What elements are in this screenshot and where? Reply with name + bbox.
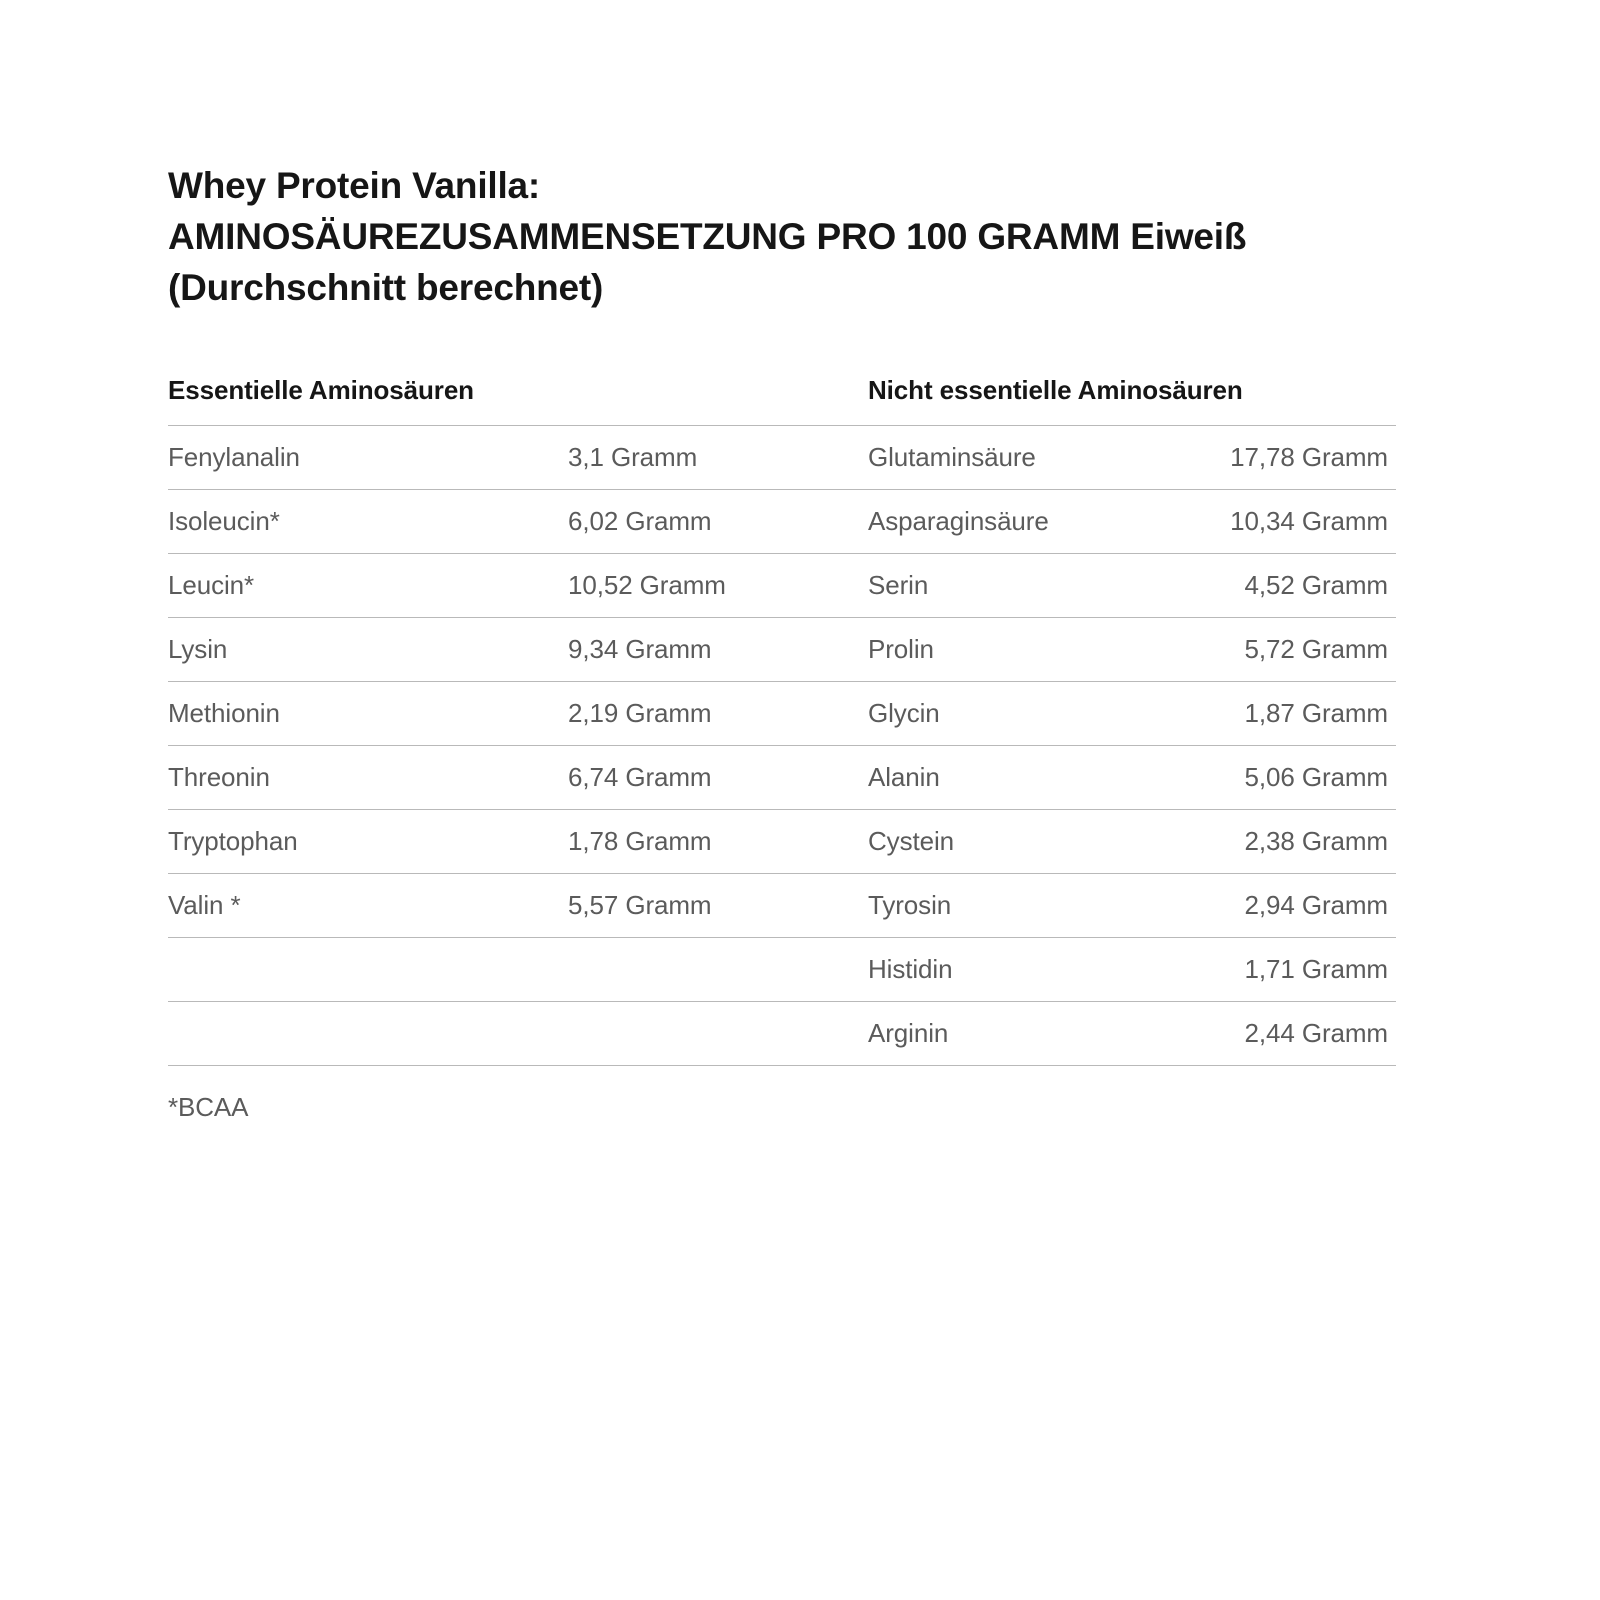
table-row [168,746,868,810]
table-row [868,618,1396,682]
amino-value: 17,78 Gramm [1168,426,1396,490]
table-row [868,426,1396,490]
amino-name: Valin * [168,874,568,938]
amino-value: 1,78 Gramm [568,810,868,874]
amino-value: 6,74 Gramm [568,746,868,810]
amino-name: Glutaminsäure [868,426,1168,490]
amino-value: 2,44 Gramm [1168,1002,1396,1066]
amino-name: Lysin [168,618,568,682]
amino-value: 1,71 Gramm [1168,938,1396,1002]
amino-name: Histidin [868,938,1168,1002]
amino-value: 9,34 Gramm [568,618,868,682]
amino-name: Alanin [868,746,1168,810]
page-title [168,160,1430,313]
table-row [868,938,1396,1002]
amino-value: 4,52 Gramm [1168,554,1396,618]
essential-amino-acids-column [168,375,868,1066]
amino-name: Isoleucin* [168,490,568,554]
amino-name: Glycin [868,682,1168,746]
table-row [868,810,1396,874]
essential-column-heading: Essentielle Aminosäuren [168,375,474,406]
amino-value: 10,34 Gramm [1168,490,1396,554]
page-title-line-3: (Durchschnitt berechnet) [168,267,604,309]
amino-value: 2,19 Gramm [568,682,868,746]
non-essential-amino-acids-column [868,375,1388,1066]
table-row [168,618,868,682]
amino-name: Cystein [868,810,1168,874]
amino-value: 10,52 Gramm [568,554,868,618]
table-row-empty [168,1002,868,1066]
table-row [868,874,1396,938]
table-row-empty [168,938,868,1002]
amino-value: 5,06 Gramm [1168,746,1396,810]
amino-name: Prolin [868,618,1168,682]
page-title-line-2: AMINOSÄUREZUSAMMENSETZUNG PRO 100 GRAMM Eiweiß [168,216,1247,258]
amino-name: Threonin [168,746,568,810]
table-row [868,490,1396,554]
amino-value: 2,94 Gramm [1168,874,1396,938]
table-row [868,746,1396,810]
table-row [868,554,1396,618]
footnote-bcaa: *BCAA [168,1092,249,1123]
table-row [168,554,868,618]
amino-value: 6,02 Gramm [568,490,868,554]
table-row [868,1002,1396,1066]
amino-value [568,1002,868,1066]
page-title-line-1: Whey Protein Vanilla: [168,165,541,206]
amino-name: Serin [868,554,1168,618]
non-essential-amino-acids-table [868,425,1396,1066]
table-row [168,426,868,490]
table-row [168,490,868,554]
amino-name: Fenylanalin [168,426,568,490]
amino-name: Tyrosin [868,874,1168,938]
table-row [868,682,1396,746]
table-row [168,874,868,938]
amino-name [168,938,568,1002]
table-row [168,810,868,874]
amino-value: 1,87 Gramm [1168,682,1396,746]
non-essential-column-heading: Nicht essentielle Aminosäuren [868,375,1243,406]
amino-name: Asparaginsäure [868,490,1168,554]
essential-amino-acids-table [168,425,868,1066]
amino-acid-tables [168,375,1430,1066]
amino-value: 2,38 Gramm [1168,810,1396,874]
amino-value [568,938,868,1002]
amino-name: Tryptophan [168,810,568,874]
table-row [168,682,868,746]
amino-value: 3,1 Gramm [568,426,868,490]
amino-value: 5,57 Gramm [568,874,868,938]
amino-value: 5,72 Gramm [1168,618,1396,682]
amino-name: Arginin [868,1002,1168,1066]
amino-name [168,1002,568,1066]
amino-name: Methionin [168,682,568,746]
amino-name: Leucin* [168,554,568,618]
